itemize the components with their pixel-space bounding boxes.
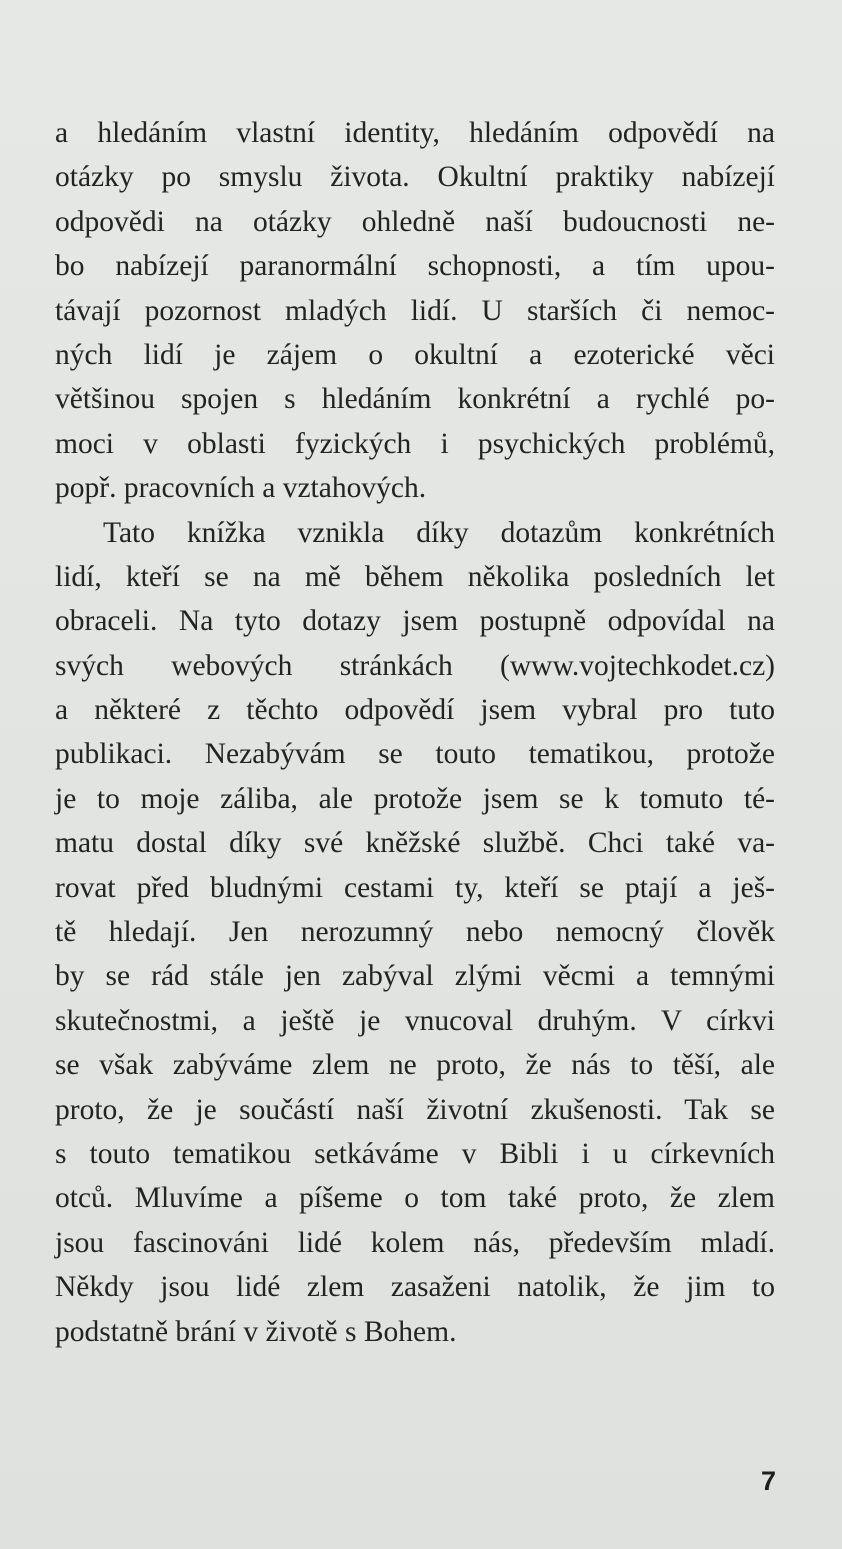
- text-line: podstatně brání v životě s Bohem.: [55, 1315, 457, 1348]
- paragraph-1: [55, 111, 775, 511]
- text-line: svých webových stránkách (www.vojtechkodet.cz): [55, 649, 775, 682]
- text-line: proto, že je součástí naší životní zkušenosti. Tak se: [55, 1093, 775, 1126]
- text-line: jsou fascinováni lidé kolem nás, především mladí.: [55, 1226, 775, 1259]
- text-line: Někdy jsou lidé zlem zasaženi natolik, že jim to: [55, 1271, 775, 1304]
- text-line: otců. Mluvíme a píšeme o tom také proto, že zlem: [55, 1182, 775, 1215]
- text-line: s touto tematikou setkáváme v Bibli i u církevních: [55, 1137, 775, 1170]
- text-line: by se rád stále jen zabýval zlými věcmi a temnými: [55, 960, 775, 993]
- text-line: tě hledají. Jen nerozumný nebo nemocný člověk: [55, 916, 775, 949]
- text-line: se však zabýváme zlem ne proto, že nás to těší, ale: [55, 1049, 775, 1082]
- text-line: publikaci. Nezabývám se touto tematikou, protože: [55, 738, 775, 771]
- text-line: bo nabízejí paranormální schopnosti, a tím upou-: [55, 250, 775, 283]
- text-line: moci v oblasti fyzických i psychických problémů,: [55, 427, 775, 460]
- text-line: obraceli. Na tyto dotazy jsem postupně odpovídal na: [55, 605, 775, 638]
- text-line: většinou spojen s hledáním konkrétní a rychlé po-: [55, 383, 775, 416]
- text-line: skutečnostmi, a ještě je vnucoval druhým. V církvi: [55, 1004, 775, 1037]
- text-line: matu dostal díky své kněžské službě. Chci také va-: [55, 827, 775, 860]
- text-line: a některé z těchto odpovědí jsem vybral pro tuto: [55, 694, 775, 727]
- paragraph-2: [55, 511, 775, 1354]
- text-line: rovat před bludnými cestami ty, kteří se ptají a ješ-: [55, 871, 775, 904]
- text-line: odpovědi na otázky ohledně naší budoucnosti ne-: [55, 205, 775, 238]
- text-line: Tato knížka vznikla díky dotazům konkrétních: [103, 516, 775, 549]
- text-line: ných lidí je zájem o okultní a ezoterické věci: [55, 338, 775, 371]
- text-line: lidí, kteří se na mě během několika posledních let: [55, 560, 775, 593]
- text-line: je to moje záliba, ale protože jsem se k tomuto té-: [55, 782, 775, 815]
- text-line: otázky po smyslu života. Okultní praktiky nabízejí: [55, 161, 775, 194]
- body-text: [55, 111, 775, 1354]
- page-number: 7: [760, 1466, 776, 1496]
- text-line: távají pozornost mladých lidí. U starších či nemoc-: [55, 294, 775, 327]
- text-line: popř. pracovních a vztahových.: [55, 472, 427, 505]
- text-line: a hledáním vlastní identity, hledáním odpovědí na: [55, 117, 775, 149]
